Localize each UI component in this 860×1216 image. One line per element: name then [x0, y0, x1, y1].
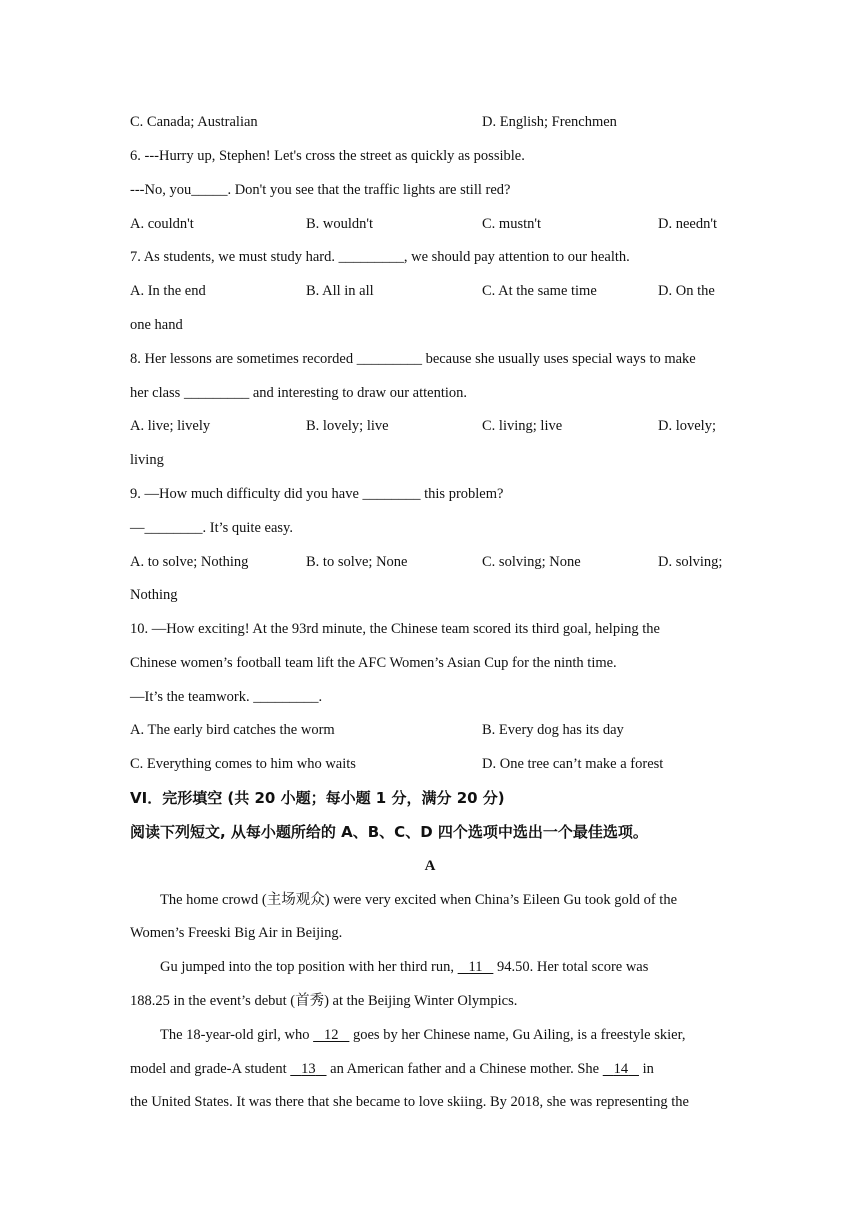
q10-option-c: C. Everything comes to him who waits: [130, 756, 356, 772]
q6-option-d: D. needn't: [658, 216, 717, 232]
q7-option-b: B. All in all: [306, 283, 374, 299]
passage-p2-line1: [160, 958, 648, 976]
passage-text: The 18-year-old girl, who: [160, 1027, 310, 1043]
passage-p3-line1: [160, 1026, 685, 1044]
q6-stem: 6. ---Hurry up, Stephen! Let's cross the street as quickly as possible.: [130, 148, 525, 164]
q6-option-c: C. mustn't: [482, 216, 542, 232]
q9-option-d-wrap: Nothing: [130, 587, 178, 603]
q8-option-d-wrap: living: [130, 452, 164, 468]
q8-option-d: D. lovely;: [658, 418, 716, 434]
q6-line2: ---No, you_____. Don't you see that the traffic lights are still red?: [130, 182, 511, 198]
q10-line3: —It’s the teamwork. _________.: [130, 689, 323, 705]
q8-option-c: C. living; live: [482, 418, 563, 434]
q5-option-c: C. Canada; Australian: [130, 114, 258, 130]
section-title: VI．完形填空 (共 20 小题；每小题 1 分，满分 20 分): [130, 789, 505, 807]
blank-14: 14: [613, 1061, 629, 1077]
q8-option-b: B. lovely; live: [306, 418, 389, 434]
q6-option-a: A. couldn't: [130, 216, 194, 232]
passage-label: A: [424, 858, 436, 874]
passage-text: in: [642, 1061, 654, 1077]
passage-text: goes by her Chinese name, Gu Ailing, is a freestyle skier,: [353, 1027, 686, 1043]
passage-text: an American father and a Chinese mother. She: [330, 1061, 600, 1077]
passage-text: model and grade-A student: [130, 1061, 287, 1077]
q7-option-a: A. In the end: [130, 283, 206, 299]
q9-line2: —________. It’s quite easy.: [130, 520, 293, 536]
q10-option-b: B. Every dog has its day: [482, 722, 624, 738]
q7-option-d: D. On the: [658, 283, 715, 299]
q10-option-d: D. One tree can’t make a forest: [482, 756, 664, 772]
q9-option-c: C. solving; None: [482, 554, 581, 570]
passage-p1-line2: Women’s Freeski Big Air in Beijing.: [130, 925, 343, 941]
q6-option-b: B. wouldn't: [306, 216, 374, 232]
q10-line2: Chinese women’s football team lift the AFC Women’s Asian Cup for the ninth time.: [130, 655, 617, 671]
q9-stem: 9. —How much difficulty did you have ________ this problem?: [130, 486, 504, 502]
blank-11: 11: [468, 959, 483, 975]
q7-stem: 7. As students, we must study hard. _________, we should pay attention to our health.: [130, 249, 630, 265]
q5-option-d: D. English; Frenchmen: [482, 114, 617, 130]
blank-13: 13: [301, 1061, 316, 1077]
passage-text: Gu jumped into the top position with her third run,: [160, 959, 455, 975]
passage-p2-line2: 188.25 in the event’s debut (首秀) at the Beijing Winter Olympics.: [130, 993, 518, 1009]
q10-option-a: A. The early bird catches the worm: [130, 722, 335, 738]
q9-option-b: B. to solve; None: [306, 554, 408, 570]
q9-option-a: A. to solve; Nothing: [130, 554, 249, 570]
q10-stem: 10. —How exciting! At the 93rd minute, the Chinese team scored its third goal, helping the: [130, 621, 660, 637]
passage-p3-line3: the United States. It was there that she became to love skiing. By 2018, she was representing the: [130, 1094, 689, 1110]
q8-option-a: A. live; lively: [130, 418, 211, 434]
passage-p3-line2: [130, 1060, 654, 1078]
q7-option-d-wrap: one hand: [130, 317, 183, 333]
blank-12: 12: [324, 1027, 339, 1043]
q8-stem: 8. Her lessons are sometimes recorded _________ because she usually uses special ways to make: [130, 351, 696, 367]
section-instruction: 阅读下列短文, 从每小题所给的 A、B、C、D 四个选项中选出一个最佳选项。: [130, 823, 648, 841]
q8-line2: her class _________ and interesting to draw our attention.: [130, 385, 468, 401]
passage-text: 94.50. Her total score was: [496, 959, 649, 975]
q7-option-c: C. At the same time: [482, 283, 597, 299]
q9-option-d: D. solving;: [658, 554, 723, 570]
passage-p1-line1: The home crowd (主场观众) were very excited when China’s Eileen Gu took gold of the: [160, 892, 678, 908]
